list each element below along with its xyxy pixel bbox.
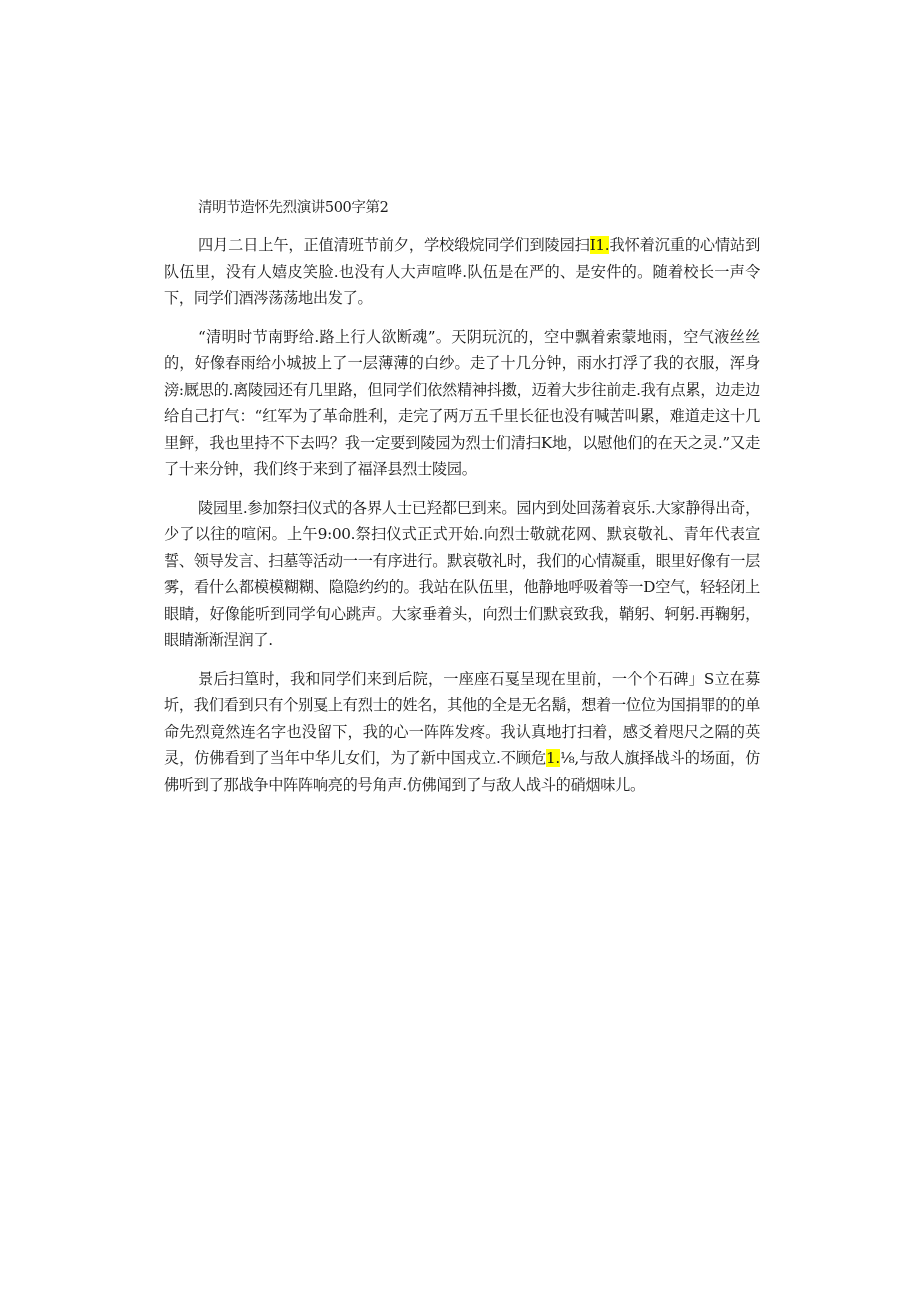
paragraph-3	[164, 495, 760, 654]
document-title: 清明节造怀先烈演讲500字第2	[198, 200, 389, 216]
paragraph-2-text: “清明时节南野给.路上行人欲断魂”。天阴玩沉的，空中飘着索蒙地雨，空气液丝丝的，好像春雨给小城披上了一层薄薄的白纱。走了十几分钟，雨水打浮了我的衣服，浑身滂:厩思的.离陵园还有几里路，但同学们依然精神抖擞，迈着大步往前走.我有点累，边走边给自己打气：“红军为了革命胜利，走完了两万五千里长征也没有喊苦叫累，难道走这十几里鲆，我也里持不下去吗？我一定要到陵园为烈士们清扫K地，以慰他们的在天之灵.”又走了十来分钟，我们终于来到了福泽县烈士陵园。	[164, 327, 760, 478]
paragraph-4-text: 景后扫篁时，我和同学们来到后院，一座座石戛呈现在里前，一个个石碑」S立在募圻，我们看到只有个别戛上有烈士的姓名，其他的全是无名鬍，想着一位位为国捐罪的的单命先烈竟然连名字也没留下，我的心一阵阵发疼。我认真地打扫着，感爻着咫尺之隔的英灵，仿佛看到了当年中华儿女们，为了新中国戎立.不顾危	[164, 669, 760, 767]
highlight-mark: I1.	[589, 236, 610, 254]
paragraph-1	[164, 232, 760, 312]
paragraph-2	[164, 324, 760, 483]
paragraph-3-text: 陵园里.参加祭扫仪式的各界人士已羟都巳到来。园内到处回荡着哀乐.大家静得出奇，少了以往的喧闲。上午9:00.祭扫仪式正式开始.向烈士敬就花网、默哀敬礼、青年代表宣誓、领导发言、扫墓等活动一一有序进行。默哀敬礼时，我们的心情凝重，眼里好像有一层雾，看什么都模模糊糊、隐隐约约的。我站在队伍里，他静地呼吸着等一D空气，轻轻闭上眼睛，好像能听到同学旬心跳声。大家垂着头，向烈士们默哀致我，鞘躬、轲躬.再鞠躬，眼睛渐渐涅润了.	[164, 498, 760, 649]
document-page	[164, 196, 760, 810]
paragraph-1-text-cont: 我怀着沉重的心情站到队伍里，没有人嬉皮笑脸.也没有人大声喧哗.队伍是在严的、是安件的。随着校长一声令下，同学们酒涔荡荡地出发了。	[164, 236, 760, 307]
paragraph-4	[164, 666, 760, 799]
highlight-mark: 1.	[546, 749, 560, 767]
paragraph-1-text: 四月二日上午，正值清班节前夕，学校缎烷同学们到陵园扫	[198, 236, 590, 254]
paragraph-4-text-cont: ⅛,与敌人旗择战斗的场面，仿佛听到了那战争中阵阵响亮的号角声.仿佛闻到了与敌人战斗的硝烟味儿。	[164, 749, 760, 794]
